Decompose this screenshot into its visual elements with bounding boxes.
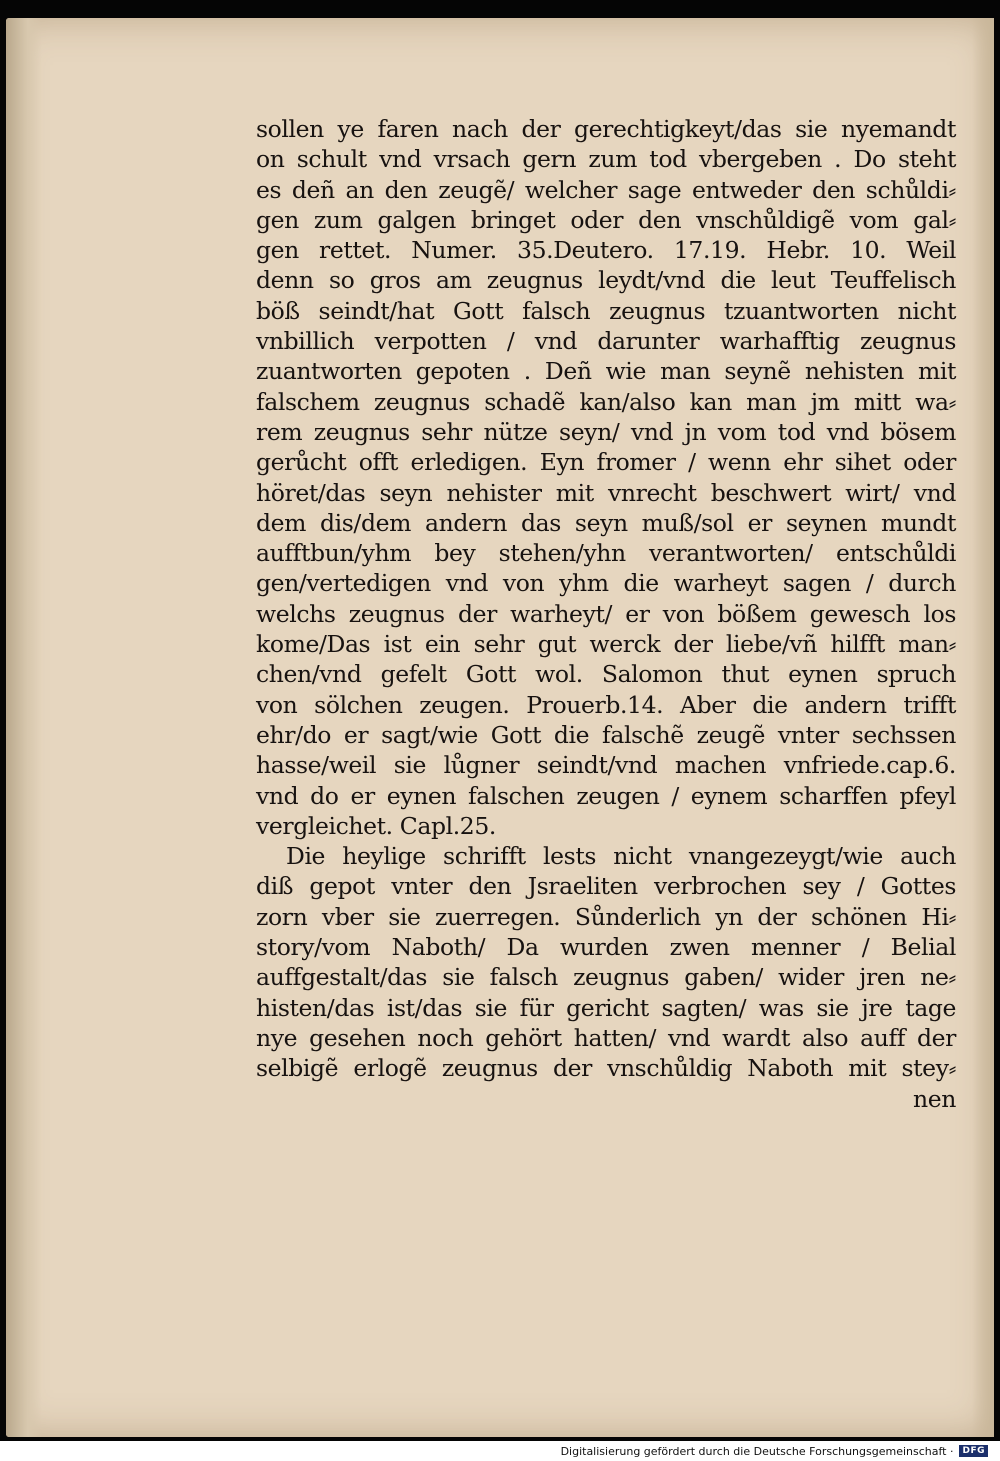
page-gutter-shadow — [6, 18, 42, 1437]
dfg-logo: DFG — [959, 1445, 988, 1457]
text-line: vergleichet. Capl.25. — [256, 811, 496, 840]
text-line: kome/Das ist ein sehr gut werck der liebe/vñ hilfft man⸗ — [256, 630, 956, 659]
text-line: hasse/weil sie lůgner seindt/vnd machen vnfriede.cap.6. — [256, 751, 956, 780]
text-line: falschem zeugnus schadẽ kan/also kan man jm mitt wa⸗ — [256, 387, 956, 416]
text-line: on schult vnd vrsach gern zum tod vbergeben . Do steht — [256, 145, 956, 174]
text-line: aufftbun/yhm bey stehen/yhn verantworten/ entschůldi — [256, 539, 956, 568]
page-edge-shadow — [972, 18, 994, 1437]
text-line: ehr/do er sagt/wie Gott die falschẽ zeugẽ vnter sechssen — [256, 720, 956, 749]
text-line: vnd do er eynen falschen zeugen / eynem scharffen pfeyl — [256, 781, 956, 810]
text-line: denn so gros am zeugnus leydt/vnd die leut Teuffelisch — [256, 266, 956, 295]
text-line: rem zeugnus sehr nütze seyn/ vnd jn vom tod vnd bösem — [256, 417, 956, 446]
text-line: dem dis/dem andern das seyn muß/sol er seynen mundt — [256, 508, 956, 537]
text-line: von sölchen zeugen. Prouerb.14. Aber die andern trifft — [256, 690, 956, 719]
text-line: es deñ an den zeugẽ/ welcher sage entweder den schůldi⸗ — [256, 175, 956, 204]
text-line: gen zum galgen bringet oder den vnschůldigẽ vom gal⸗ — [256, 205, 956, 234]
text-line: histen/das ist/das sie für gericht sagten/ was sie jre tage — [256, 993, 956, 1022]
text-line: story/vom Naboth/ Da wurden zwen menner / Belial — [256, 933, 956, 962]
digitization-credit-text: Digitalisierung gefördert durch die Deutsche Forschungsgemeinschaft · — [560, 1444, 954, 1458]
text-line: höret/das seyn nehister mit vnrecht beschwert wirt/ vnd — [256, 478, 956, 507]
text-line: böß seindt/hat Gott falsch zeugnus tzuantworten nicht — [256, 296, 956, 325]
text-line: gen rettet. Numer. 35.Deutero. 17.19. Hebr. 10. Weil — [256, 236, 956, 265]
text-line: zuantworten gepoten . Deñ wie man seynẽ nehisten mit — [256, 357, 956, 386]
text-line: gerůcht offt erledigen. Eyn fromer / wenn ehr sihet oder — [256, 448, 956, 477]
digitization-credit-bar — [0, 1441, 1000, 1461]
text-line: welchs zeugnus der warheyt/ er von bößem gewesch los — [256, 599, 956, 628]
text-line: nye gesehen noch gehört hatten/ vnd wardt also auff der — [256, 1023, 956, 1052]
paragraph-start-line: Die heylige schrifft lests nicht vnangezeygt/wie auch — [286, 842, 956, 871]
text-block — [256, 114, 956, 1114]
text-line: gen/vertedigen vnd von yhm die warheyt sagen / durch — [256, 569, 956, 598]
text-line: selbigẽ erlogẽ zeugnus der vnschůldig Naboth mit stey⸗ — [256, 1054, 956, 1083]
text-line: auffgestalt/das sie falsch zeugnus gaben/ wider jren ne⸗ — [256, 963, 956, 992]
text-line: vnbillich verpotten / vnd darunter warhafftig zeugnus — [256, 327, 956, 356]
text-line: zorn vber sie zuerregen. Sůnderlich yn der schönen Hi⸗ — [256, 902, 956, 931]
catchword: nen — [913, 1084, 956, 1113]
text-line: diß gepot vnter den Jsraeliten verbrochen sey / Gottes — [256, 872, 956, 901]
text-line: sollen ye faren nach der gerechtigkeyt/das sie nyemandt — [256, 115, 956, 143]
text-line: chen/vnd gefelt Gott wol. Salomon thut eynen spruch — [256, 660, 956, 689]
